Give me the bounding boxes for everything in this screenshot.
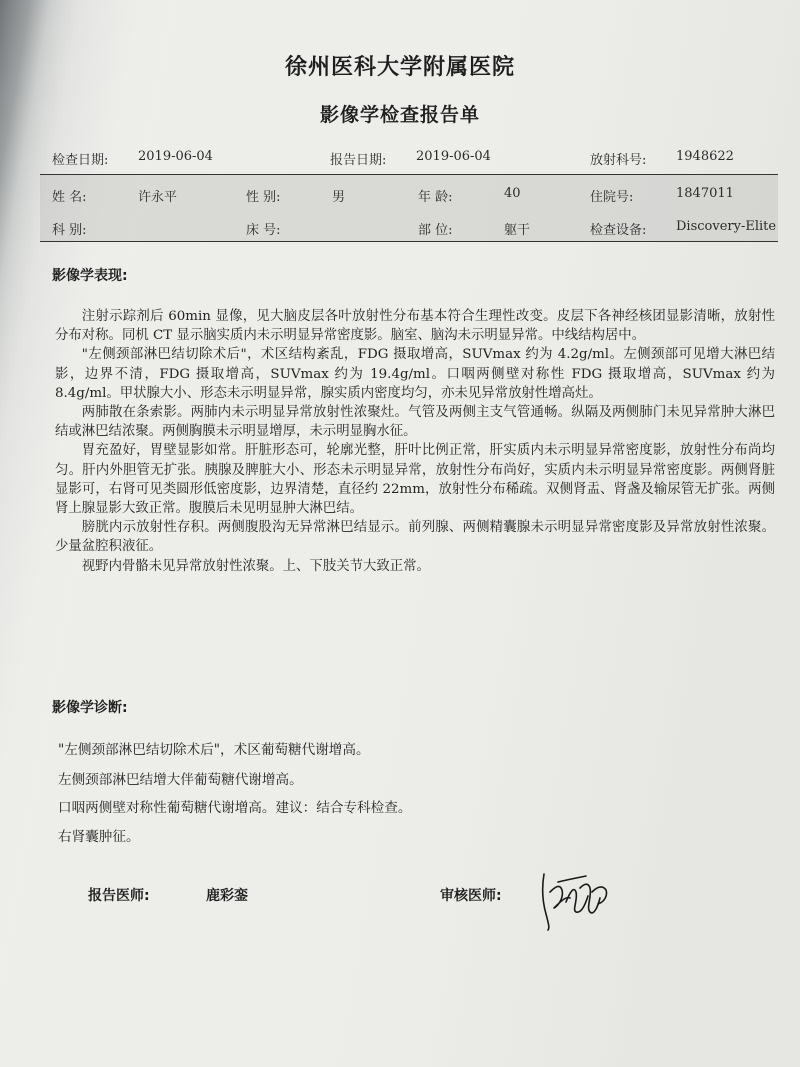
findings-paragraph: "左侧颈部淋巴结切除术后"，术区结构紊乱，FDG 摄取增高，SUVmax 约为 4.2g/ml。左侧颈部可见增大淋巴结影，边界不清，FDG 摄取增高，SUVmax 约为 19.4g/ml。口咽两侧壁对称性 FDG 摄取增高，SUVmax 约为 8.4g/ml。甲状腺大小、形态未示明显异常，腺实质内密度均匀，亦未见异常放射性增高灶。 bbox=[55, 347, 775, 401]
reporter-name: 鹿彩銮 bbox=[206, 888, 248, 904]
age-label: 年 龄: bbox=[418, 190, 453, 205]
inpatient-no-value: 1847011 bbox=[676, 186, 734, 201]
device-value: Discovery-Elite bbox=[676, 219, 777, 234]
diagnosis-line: "左侧颈部淋巴结切除术后"，术区葡萄糖代谢增高。 bbox=[58, 742, 370, 758]
patient-info-box bbox=[40, 175, 778, 241]
reporter-label: 报告医师: bbox=[88, 888, 150, 904]
name-label: 姓 名: bbox=[52, 190, 87, 205]
device-label: 检查设备: bbox=[590, 223, 647, 238]
findings-paragraph: 视野内骨骼未见异常放射性浓聚。上、下肢关节大致正常。 bbox=[81, 558, 430, 574]
diagnosis-line: 右肾囊肿征。 bbox=[58, 829, 140, 845]
findings-paragraph: 胃充盈好，胃壁显影如常。肝脏形态可，轮廓光整，肝叶比例正常，肝实质内未示明显异常密度影，放射性分布尚均匀。肝内外胆管无扩张。胰腺及脾脏大小、形态未示明显异常，放射性分布尚好，实质内未示明显异常密度影。两侧肾脏显影可，右肾可见类圆形低密度影，边界清楚，直径约 22mm，放射性分布稀疏。双侧肾盂、肾盏及输尿管无扩张。两侧肾上腺显影大致正常。腹膜后未见明显肿大淋巴结。 bbox=[55, 443, 775, 517]
exam-date-value: 2019-06-04 bbox=[138, 149, 213, 164]
bed-label: 床 号: bbox=[246, 223, 281, 238]
radiology-no-label: 放射科号: bbox=[590, 153, 647, 168]
report-title: 影像学检查报告单 bbox=[319, 104, 480, 126]
hospital-name: 徐州医科大学附属医院 bbox=[284, 55, 515, 80]
report-date-value: 2019-06-04 bbox=[416, 149, 491, 164]
report-date-label: 报告日期: bbox=[330, 153, 387, 168]
reviewer-label: 审核医师: bbox=[440, 888, 502, 904]
name-value: 许永平 bbox=[138, 190, 178, 205]
dept-label: 科 别: bbox=[52, 223, 87, 238]
findings-body bbox=[55, 307, 775, 576]
site-label: 部 位: bbox=[418, 223, 453, 238]
findings-paragraph: 两肺散在条索影。两肺内未示明显异常放射性浓聚灶。气管及两侧主支气管通畅。纵隔及两侧肺门未见异常肿大淋巴结或淋巴结浓聚。两侧胸膜未示明显增厚，未示明显胸水征。 bbox=[55, 405, 775, 440]
diagnosis-line: 口咽两侧壁对称性葡萄糖代谢增高。建议：结合专科检查。 bbox=[58, 800, 412, 816]
exam-date-label: 检查日期: bbox=[52, 153, 109, 168]
inpatient-no-label: 住院号: bbox=[590, 190, 634, 205]
radiology-no-value: 1948622 bbox=[676, 149, 734, 164]
sex-label: 性 别: bbox=[246, 190, 281, 205]
sex-value: 男 bbox=[332, 190, 346, 205]
findings-paragraph: 注射示踪剂后 60min 显像，见大脑皮层各叶放射性分布基本符合生理性改变。皮层下各神经核团显影清晰，放射性分布对称。同机 CT 显示脑实质内未示明显异常密度影。脑室、脑沟未示明显异常。中线结构居中。 bbox=[55, 309, 775, 344]
findings-paragraph: 膀胱内示放射性存积。两侧腹股沟无异常淋巴结显示。前列腺、两侧精囊腺未示明显异常密度影及异常放射性浓聚。少量盆腔积液征。 bbox=[55, 520, 775, 555]
age-value: 40 bbox=[504, 186, 521, 201]
diagnosis-line: 左侧颈部淋巴结增大伴葡萄糖代谢增高。 bbox=[58, 772, 303, 788]
patient-info-divider bbox=[40, 241, 778, 242]
diagnosis-title: 影像学诊断: bbox=[52, 700, 128, 716]
site-value: 躯干 bbox=[504, 223, 531, 238]
findings-title: 影像学表现: bbox=[52, 268, 128, 284]
reviewer-signature bbox=[536, 862, 614, 932]
